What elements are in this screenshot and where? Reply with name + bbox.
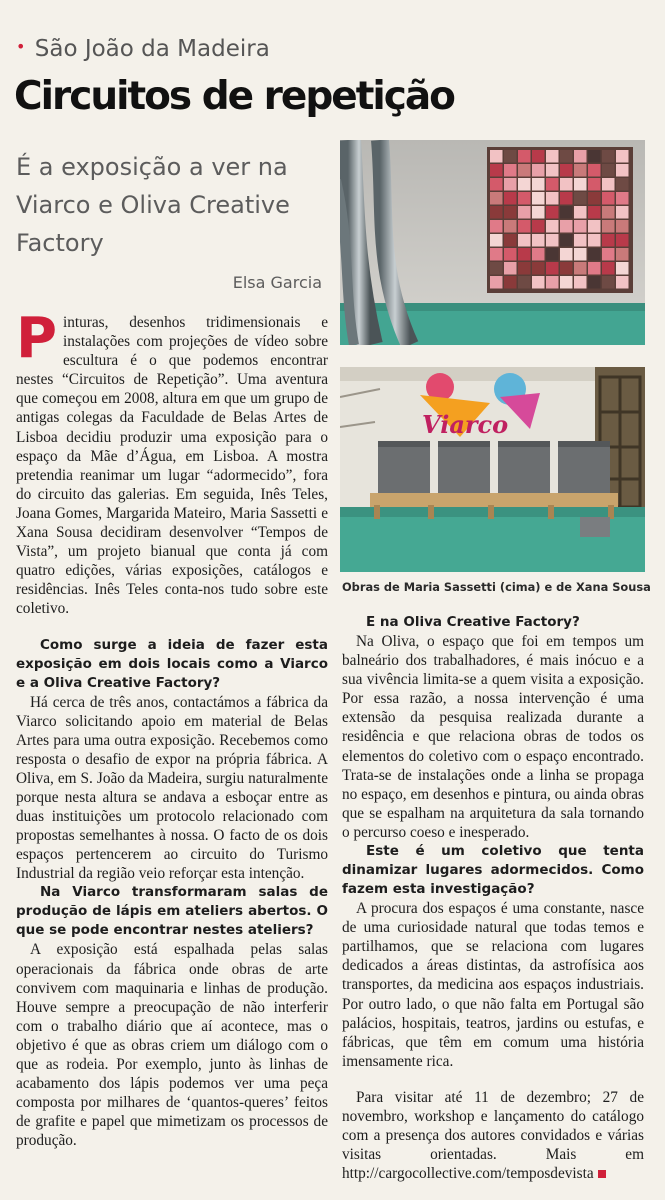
section-bullet: • (16, 37, 26, 56)
closing-paragraph (342, 1088, 644, 1183)
answer-3: Na Oliva, o espaço que foi em tempos um balneário dos trabalhadores, é mais inócuo e a sua vivência limita-se a quem visita a exposição. Por essa razão, a nossa intervenção é uma extensão da pesquisa realizada durante a residência e que relaciona obras de todos os elementos do coletivo com o espaço encontrado. Trata-se de instalações onde a linha se propaga no espaço, em desenhos e pintura, ou ainda obras que se espalham na arquitetura da sala tornando o percurso coeso e inesperado. (342, 633, 644, 841)
answer-2: A exposição está espalhada pelas salas operacionais da fábrica onde obras de arte convivem com maquinaria e linhas de produção. Houve sempre a preocupação de não interferir com o trabalho diário que aí acontece, mas o objetivo é que as obras criem um diálogo com o que as rodeia. Por exemplo, junto às linhas de acabamento dos lápis podemos ver uma peça composta por milhares de ‘quantos-queres’ feitos de grafite e papel que mimetizam os processos de produção. (16, 941, 328, 1150)
question-1: Como surge a ideia de fazer esta exposição em dois locais como a Viarco e a Oliva Creative Factory? (16, 636, 328, 691)
photo-sassetti-image (340, 140, 645, 345)
intro-text: inturas, desenhos tridimensionais e instalações com projeções de vídeo sobre escultura é o que podemos encontrar nestes “Circuitos de Repetição”. Uma aventura que começou em 2008, altura em que um grupo de antigas colegas da Faculdade de Belas Artes de Lisboa decidiu produzir uma exposição para o espaço da Mãe d’Água, em Lisboa. A mostra pretendia reanimar um lugar “adormecido”, fora do circuito das galerias. Em seguida, Inês Teles, Joana Gomes, Margarida Mateiro, Maria Sassetti e Xana Sousa decidiram desenvolver “Tempos de Vista”, um projeto bianual que conta já com quatro edições, várias exposições, catálogos e residências. Inês Teles conta-nos tudo sobre este coletivo. (16, 314, 328, 618)
viarco-sign: Viarco (422, 410, 509, 439)
photo-caption: Obras de Maria Sassetti (cima) e de Xana Sousa (342, 580, 651, 594)
photo-xana-image (340, 367, 645, 572)
subheadline: É a exposição a ver na Viarco e Oliva Creative Factory (16, 153, 290, 257)
question-4: Este é um coletivo que tenta dinamizar lugares adormecidos. Como fazem esta investigação? (342, 843, 644, 898)
photo-xana-sousa-artwork (340, 367, 645, 572)
headline: Circuitos de repetição (14, 74, 454, 119)
answer-1: Há cerca de três anos, contactámos a fábrica da Viarco solicitando apoio em material de Belas Artes para uma outra exposição. Recebemos como resposta o desafio de expor na própria fábrica. A Oliva, em S. João da Madeira, surgiu naturalmente porque nesta altura se andava a esboçar entre as duas instituições um protocolo relacionado com propostas semelhantes à nossa. O facto de os dois espaços pertencerem ao circuito do Turismo Industrial da região veio reforçar esta intenção. (16, 693, 328, 883)
byline: Elsa Garcia (232, 273, 322, 292)
answer-4: A procura dos espaços é uma constante, nasce de uma curiosidade natural que todas temos e partilhamos, que se relaciona com lugares dedicados a áreas distintas, da astrofísica aos transportes, da medicina aos espaços industriais. Por outro lado, o que não falta em Portugal são palácios, hospitais, teatros, jardins ou estufas, e fábricas, que têm em comum uma história imensamente rica. (342, 900, 644, 1070)
question-2: Na Viarco transformaram salas de produção de lápis em ateliers abertos. O que se pode encontrar nestes ateliers? (16, 884, 328, 939)
section-name: São João da Madeira (34, 36, 270, 62)
drop-cap: P (16, 306, 58, 371)
article-column-left (16, 306, 328, 1150)
article-column-right (342, 613, 644, 1183)
closing-text: Para visitar até 11 de dezembro; 27 de novembro, workshop e lançamento do catálogo com a presença dos autores convidados e várias visitas orientadas. Mais em http://cargocollective.com/temposdevista (342, 1088, 644, 1183)
end-mark-icon (598, 1170, 606, 1178)
photo-sassetti-artwork (340, 140, 645, 345)
intro-paragraph (16, 306, 328, 619)
section-label (16, 36, 270, 62)
question-3: E na Oliva Creative Factory? (366, 614, 580, 630)
